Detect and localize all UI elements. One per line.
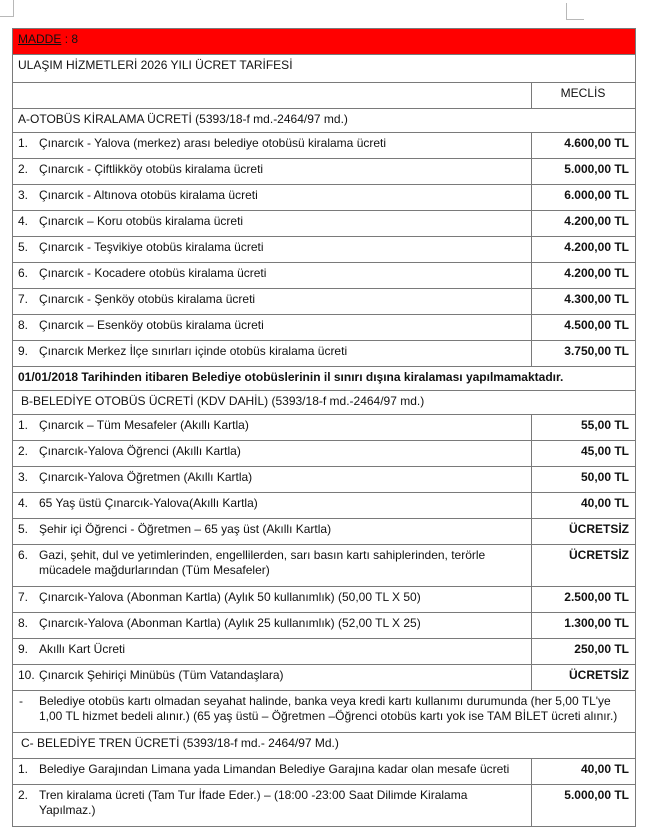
- item-number: 1.: [18, 418, 29, 432]
- item-number: 3.: [18, 470, 29, 484]
- item-price: 4.200,00 TL: [564, 214, 629, 228]
- article-number: : 8: [64, 32, 79, 46]
- item-description: Çınarcık - Altınova otobüs kiralama ücreti: [39, 188, 258, 202]
- item-description: Gazi, şehit, dul ve yetimlerinden, engellilerden, sarı basın kartı sahiplerinden, terörle mücadele mağdurlarından (Tüm Mesafeler): [39, 548, 486, 577]
- item-price: 4.300,00 TL: [564, 292, 629, 306]
- item-description: Çınarcık - Kocadere otobüs kiralama ücreti: [39, 266, 267, 280]
- section-c-heading-row: [13, 733, 636, 759]
- item-number: 4.: [18, 496, 29, 510]
- column-header-row: [13, 83, 636, 109]
- item-price: 40,00 TL: [580, 762, 629, 776]
- item-number: 9.: [18, 344, 29, 358]
- item-price: 50,00 TL: [580, 470, 629, 484]
- item-number: 8.: [18, 616, 29, 630]
- item-description: Çınarcık-Yalova Öğrenci (Akıllı Kartla): [39, 444, 241, 458]
- item-price: 4.600,00 TL: [564, 136, 629, 150]
- table-row: [13, 237, 636, 263]
- table-row: [13, 441, 636, 467]
- table-row: [13, 759, 636, 785]
- item-description: Çınarcık Şehiriçi Minübüs (Tüm Vatandaşlara): [39, 668, 284, 682]
- item-number: 8.: [18, 318, 29, 332]
- item-price: 4.200,00 TL: [564, 240, 629, 254]
- item-price: 6.000,00 TL: [564, 188, 629, 202]
- table-row: [13, 211, 636, 237]
- table-row: [13, 289, 636, 315]
- table-row: [13, 613, 636, 639]
- table-row: [13, 639, 636, 665]
- table-row: [13, 587, 636, 613]
- item-description: Çınarcık-Yalova (Abonman Kartla) (Aylık 50 kullanımlık) (50,00 TL X 50): [39, 590, 421, 604]
- item-description: Çınarcık - Yalova (merkez) arası belediye otobüsü kiralama ücreti: [39, 136, 387, 150]
- table-row: [13, 785, 636, 827]
- page-corner-mark-left: [0, 0, 14, 17]
- item-number: 1.: [18, 136, 29, 150]
- item-price: 2.500,00 TL: [564, 590, 629, 604]
- item-price: 3.750,00 TL: [564, 344, 629, 358]
- section-c-heading: C- BELEDİYE TREN ÜCRETİ (5393/18-f md.- 2464/97 Md.): [13, 733, 636, 759]
- item-description: Akıllı Kart Ücreti: [39, 642, 126, 656]
- item-number: 1.: [18, 762, 29, 776]
- item-description: 65 Yaş üstü Çınarcık-Yalova(Akıllı Kartla): [39, 496, 258, 510]
- item-price: 4.500,00 TL: [564, 318, 629, 332]
- section-b-heading-row: [13, 391, 636, 415]
- item-number: 5.: [18, 240, 29, 254]
- item-number: 3.: [18, 188, 29, 202]
- article-cell: [13, 29, 636, 55]
- item-number: 7.: [18, 292, 29, 306]
- item-description: Tren kiralama ücreti (Tam Tur İfade Eder.) – (18:00 -23:00 Saat Dilimde Kiralama Yapılmaz.): [39, 788, 468, 817]
- empty-header-cell: [13, 83, 532, 109]
- table-row: [13, 493, 636, 519]
- item-number: 6.: [18, 548, 29, 562]
- item-price: ÜCRETSİZ: [569, 548, 629, 562]
- item-description: Belediye Garajından Limana yada Limandan Belediye Garajına kadar olan mesafe ücreti: [39, 762, 510, 776]
- item-description: Çınarcık – Esenköy otobüs kiralama ücreti: [39, 318, 264, 332]
- item-price: ÜCRETSİZ: [569, 522, 629, 536]
- item-description: Çınarcık - Teşvikiye otobüs kiralama ücreti: [39, 240, 264, 254]
- table-row: [13, 519, 636, 545]
- item-description: Çınarcık-Yalova (Abonman Kartla) (Aylık 25 kullanımlık) (52,00 TL X 25): [39, 616, 421, 630]
- table-row: [13, 159, 636, 185]
- item-description: Şehir içi Öğrenci - Öğretmen – 65 yaş üst (Akıllı Kartla): [39, 522, 332, 536]
- item-number: 4.: [18, 214, 29, 228]
- section-a-note-row: [13, 367, 636, 391]
- item-price: 40,00 TL: [580, 496, 629, 510]
- item-price: 45,00 TL: [580, 444, 629, 458]
- item-description: Çınarcık - Şenköy otobüs kiralama ücreti: [39, 292, 256, 306]
- item-price: 5.000,00 TL: [564, 788, 629, 802]
- meclis-header: MECLİS: [560, 86, 606, 100]
- meclis-header-cell: [532, 83, 636, 109]
- title-row: [13, 55, 636, 83]
- section-a-heading: A-OTOBÜS KİRALAMA ÜCRETİ (5393/18-f md.-2464/97 md.): [13, 109, 636, 133]
- table-row: [13, 415, 636, 441]
- item-description: Çınarcık – Koru otobüs kiralama ücreti: [39, 214, 244, 228]
- table-row: [13, 133, 636, 159]
- table-row: [13, 341, 636, 367]
- item-description: Çınarcık - Çiftlikköy otobüs kiralama ücreti: [39, 162, 264, 176]
- section-b-note: Belediye otobüs kartı olmadan seyahat halinde, banka veya kredi kartı kullanımı durumunda (her 5,00 TL'ye 1,00 TL hizmet bedeli alınır.) (65 yaş üstü – Öğretmen –Öğrenci otobüs kartı yok ise TAM BİLET ücreti alınır.): [39, 694, 618, 723]
- page-corner-mark-right: [566, 3, 584, 20]
- item-number: 2.: [18, 444, 29, 458]
- table-row: [13, 315, 636, 341]
- article-label: MADDE: [18, 32, 62, 46]
- item-number: 5.: [18, 522, 29, 536]
- section-b-heading: B-BELEDİYE OTOBÜS ÜCRETİ (KDV DAHİL) (5393/18-f md.-2464/97 md.): [13, 391, 636, 415]
- item-number: 2.: [18, 788, 29, 802]
- item-number: 7.: [18, 590, 29, 604]
- item-description: Çınarcık Merkez İlçe sınırları içinde otobüs kiralama ücreti: [39, 344, 348, 358]
- item-number: 2.: [18, 162, 29, 176]
- item-number: 10.: [18, 668, 35, 682]
- document-title: ULAŞIM HİZMETLERİ 2026 YILI ÜCRET TARİFESİ: [13, 55, 636, 83]
- table-row: [13, 467, 636, 493]
- item-price: 250,00 TL: [574, 642, 629, 656]
- tariff-table: [12, 28, 636, 827]
- item-number: 6.: [18, 266, 29, 280]
- item-number: 9.: [18, 642, 29, 656]
- item-description: Çınarcık-Yalova Öğretmen (Akıllı Kartla): [39, 470, 253, 484]
- item-price: ÜCRETSİZ: [569, 668, 629, 682]
- item-price: 55,00 TL: [580, 418, 629, 432]
- section-b-note-row: [13, 691, 636, 733]
- table-row: [13, 545, 636, 587]
- section-a-note: 01/01/2018 Tarihinden itibaren Belediye otobüslerinin il sınırı dışına kiralaması yapılmamaktadır.: [18, 370, 564, 384]
- item-description: Çınarcık – Tüm Mesafeler (Akıllı Kartla): [39, 418, 249, 432]
- item-price: 5.000,00 TL: [564, 162, 629, 176]
- table-row: [13, 665, 636, 691]
- item-price: 4.200,00 TL: [564, 266, 629, 280]
- item-price: 1.300,00 TL: [564, 616, 629, 630]
- note-bullet: -: [19, 694, 23, 708]
- section-a-heading-row: [13, 109, 636, 133]
- table-row: [13, 263, 636, 289]
- article-row: [13, 29, 636, 55]
- table-row: [13, 185, 636, 211]
